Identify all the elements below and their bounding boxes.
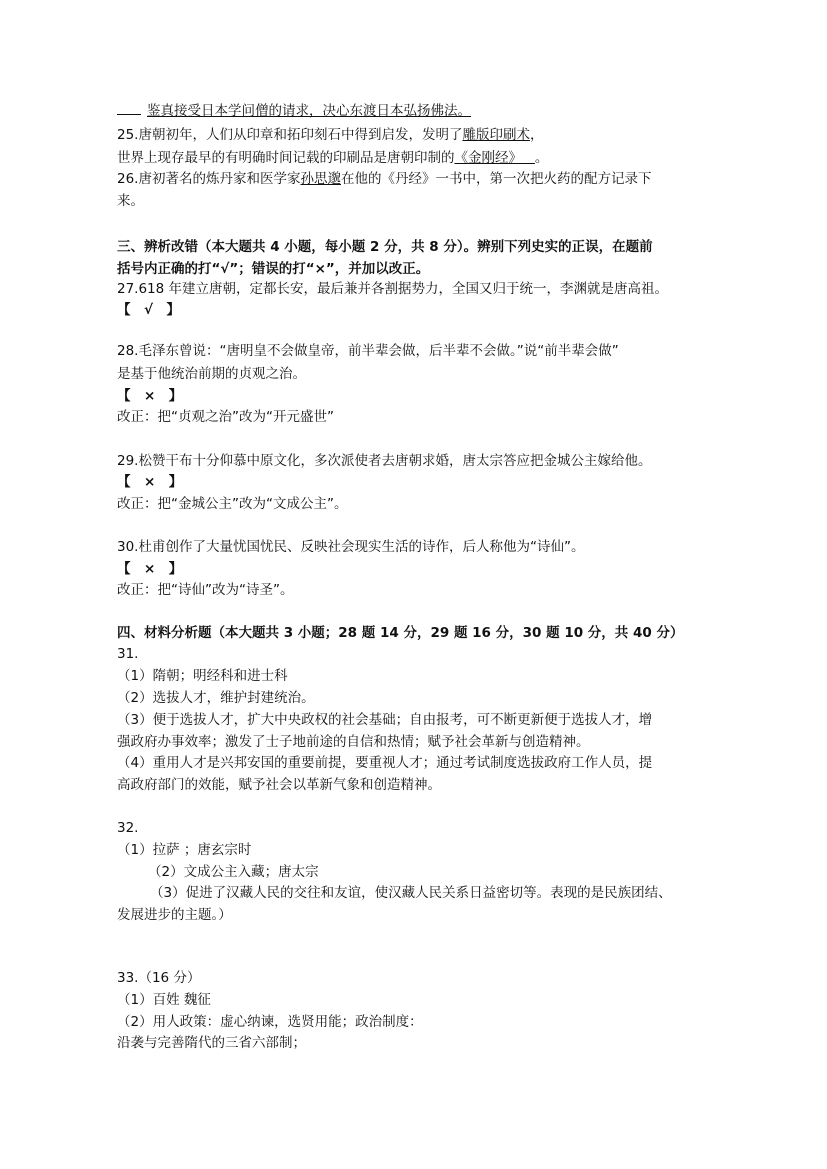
question-28-line-2: 是基于他统治前期的贞观之治。 [117,366,306,382]
question-33-answer-1: （1）百姓 魏征 [117,992,211,1008]
answer-underline [522,150,535,166]
question-31-answer-2: （2）选拔人才，维护封建统治。 [117,690,315,706]
question-31-answer-3a: （3）便于选拔人才，扩大中央政权的社会基础；自由报考，可不断更新便于选拔人才，增 [117,712,653,728]
question-26-line-1 [117,168,651,190]
question-28-mark: 【 × 】 [117,388,183,404]
question-30-mark: 【 × 】 [117,561,183,577]
line-text: 鉴真接受日本学问僧的请求，决心东渡日本弘扬佛法。 [147,103,471,119]
question-30: 30.杜甫创作了大量忧国忧民、反映社会现实生活的诗作，后人称他为“诗仙”。 [117,539,585,555]
question-27-mark: 【 √ 】 [117,302,181,318]
section-3-heading-2: 括号内正确的打“√”；错误的打“×”，并加以改正。 [117,261,430,277]
question-32-answer-3b: 发展进步的主题。） [117,907,232,923]
answer-text: 《金刚经》 [454,150,522,166]
line-jianzhen [117,100,471,122]
question-25-line-1 [117,124,543,146]
question-31-answer-1: （1）隋朝；明经科和进士科 [117,668,288,684]
question-text: 世界上现存最早的有明确时间记载的印刷品是唐朝印制的 [117,150,455,166]
question-33-answer-2: （2）用人政策：虚心纳谏，选贤用能；政治制度： [117,1014,423,1030]
question-26-line-2: 来。 [117,193,144,209]
question-31-answer-3b: 强政府办事效率；激发了士子地前途的自信和热情；赋予社会革新与创造精神。 [117,734,590,750]
answer-text: 雕版印刷术 [462,127,530,143]
question-28-line-1: 28.毛泽东曾说：“唐明皇不会做皇帝，前半辈会做，后半辈不会做。”说“前半辈会做” [117,343,619,359]
section-4-heading: 四、材料分析题（本大题共 3 小题；28 题 14 分，29 题 16 分，30 题 10 分，共 40 分） [117,625,684,641]
question-text: 在他的《丹经》一书中，第一次把火药的配方记录下 [340,171,652,187]
question-30-correction: 改正：把“诗仙”改为“诗圣”。 [117,582,294,598]
question-27: 27.618 年建立唐朝，定都长安，最后兼并各割据势力，全国又归于统一，李渊就是唐高祖。 [117,281,669,297]
answer-text: 孙思邈 [300,171,341,187]
question-32: 32. [117,820,139,836]
question-25-line-2 [117,147,548,169]
question-29: 29.松赞干布十分仰慕中原文化，多次派使者去唐朝求婚，唐太宗答应把金城公主嫁给他。 [117,453,652,469]
question-text: 26.唐初著名的炼丹家和医学家 [117,171,301,187]
question-29-mark: 【 × 】 [117,474,183,490]
question-31-answer-4b: 高政府部门的效能，赋予社会以革新气象和创造精神。 [117,777,441,793]
question-29-correction: 改正：把“金城公主”改为“文成公主”。 [117,496,348,512]
question-28-correction: 改正：把“贞观之治”改为“开元盛世” [117,409,334,425]
question-33: 33.（16 分） [117,970,201,986]
question-33-answer-3: 沿袭与完善隋代的三省六部制； [117,1035,306,1051]
question-32-answer-3a: （3）促进了汉藏人民的交往和友谊，使汉藏人民关系日益密切等。表现的是民族团结、 [150,885,672,901]
question-text: 。 [534,150,549,166]
question-31: 31. [117,646,139,662]
question-32-answer-2: （2）文成公主入藏；唐太宗 [148,864,319,880]
question-32-answer-1: （1）拉萨 ；唐玄宗时 [117,842,252,858]
question-text: 25.唐朝初年，人们从印章和拓印刻石中得到启发，发明了 [117,127,463,143]
question-31-answer-4a: （4）重用人才是兴邦安国的重要前提，要重视人才；通过考试制度选拔政府工作人员，提 [117,755,653,771]
question-text: ， [529,127,544,143]
answer-blank [117,100,141,115]
section-3-heading-1: 三、辨析改错（本大题共 4 小题，每小题 2 分，共 8 分）。辨别下列史实的正误，在题前 [117,239,653,255]
